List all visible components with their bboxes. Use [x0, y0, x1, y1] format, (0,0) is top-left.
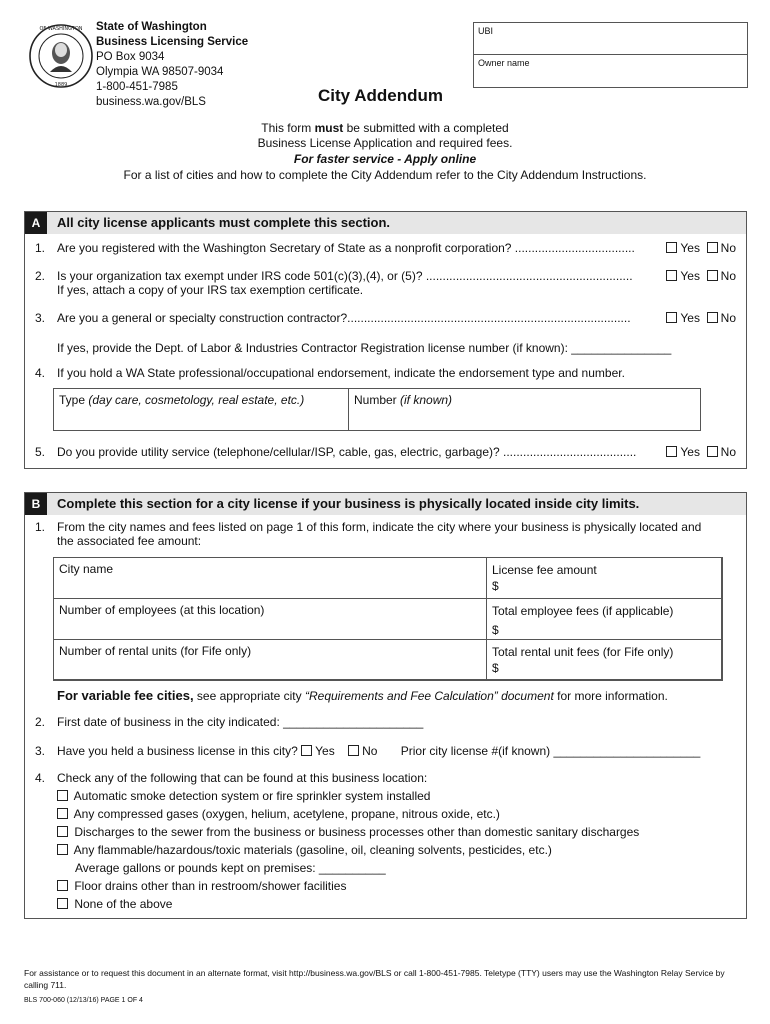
location-item-row	[57, 879, 346, 893]
svg-text:OF WASHINGTON: OF WASHINGTON	[39, 26, 83, 32]
yes-checkbox[interactable]	[301, 745, 312, 756]
ubi-field[interactable]	[474, 23, 747, 54]
item-label: Discharges to the sewer from the business or business processes other than domestic sanitary discharges	[74, 825, 640, 839]
agency-website: business.wa.gov/BLS	[96, 96, 206, 108]
item-checkbox[interactable]	[57, 826, 68, 837]
endorsement-number-field[interactable]	[348, 388, 701, 431]
intro-must: must	[314, 121, 344, 135]
question-text: From the city names and fees listed on page 1 of this form, indicate the city where your business is physically located and	[57, 520, 702, 534]
yes-label: Yes	[680, 241, 700, 255]
city-name-label: City name	[59, 562, 114, 576]
item-checkbox[interactable]	[57, 898, 68, 909]
question-number: 1.	[35, 241, 46, 255]
intro-text-a: This form	[261, 121, 315, 135]
section-a-header	[25, 212, 746, 234]
question-number: 2.	[35, 715, 46, 729]
intro-line-4: For a list of cities and how to complete the City Addendum refer to the City Addendum Instructions.	[123, 168, 647, 182]
assistance-footer: For assistance or to request this document in an alternate format, visit http://business.wa.gov/BLS or call 1-800-451-7985. Teletype (TTY) users may use the Washington Relay Service by calling 711.	[24, 968, 725, 990]
agency-state: State of Washington	[96, 21, 207, 33]
employees-field[interactable]	[53, 598, 487, 640]
dollar-sign: $	[492, 661, 499, 675]
apply-online-text: For faster service - Apply online	[293, 152, 477, 166]
question-text: Do you provide utility service (telephone/cellular/ISP, cable, gas, electric, garbage)? ........................................	[57, 445, 637, 459]
yes-label: Yes	[315, 744, 335, 758]
question-number: 4.	[35, 771, 46, 785]
intro-line-2: Business License Application and required fees.	[257, 136, 513, 150]
agency-city: Olympia WA 98507-9034	[96, 66, 224, 78]
yes-no-group	[666, 241, 736, 255]
city-fee-table	[53, 557, 722, 680]
location-item-row	[57, 843, 552, 857]
location-item-row	[57, 789, 430, 803]
no-checkbox[interactable]	[707, 312, 718, 323]
yes-no-group	[666, 269, 736, 283]
no-checkbox[interactable]	[348, 745, 359, 756]
yes-no-group	[666, 311, 736, 325]
employees-label: Number of employees (at this location)	[59, 603, 265, 617]
endorsement-type-field[interactable]	[53, 388, 349, 431]
svg-text:1889: 1889	[54, 82, 68, 88]
average-gallons-text: Average gallons or pounds kept on premises: __________	[75, 861, 386, 875]
question-number: 2.	[35, 269, 46, 283]
employee-fees-label: Total employee fees (if applicable)	[492, 604, 674, 618]
item-label: Any flammable/hazardous/toxic materials (gasoline, oil, cleaning solvents, pesticides, etc.)	[73, 843, 552, 857]
section-b-letter: B	[25, 493, 47, 515]
agency-address	[96, 20, 248, 110]
agency-pobox: PO Box 9034	[96, 51, 165, 63]
item-label: Automatic smoke detection system or fire sprinkler system installed	[73, 789, 431, 803]
form-id: BLS 700-060 (12/13/16) PAGE 1 OF 4	[24, 997, 143, 1004]
contractor-license-text: If yes, provide the Dept. of Labor & Industries Contractor Registration license number (if known): _______________	[57, 341, 672, 355]
owner-name-label: Owner name	[478, 58, 530, 68]
agency-phone: 1-800-451-7985	[96, 81, 178, 93]
question-text: If you hold a WA State professional/occupational endorsement, indicate the endorsement type and number.	[57, 366, 625, 380]
item-label: Floor drains other than in restroom/shower facilities	[74, 879, 347, 893]
page-title: City Addendum	[318, 86, 443, 105]
employee-fees-field[interactable]	[486, 598, 723, 640]
question-number: 4.	[35, 366, 46, 380]
question-number: 3.	[35, 311, 46, 325]
yes-checkbox[interactable]	[666, 270, 677, 281]
item-checkbox[interactable]	[57, 790, 68, 801]
id-box	[473, 22, 748, 88]
location-item-row	[57, 807, 500, 821]
question-number: 1.	[35, 520, 46, 534]
section-a-title: All city license applicants must complete this section.	[57, 215, 391, 230]
requirements-doc-ref: “Requirements and Fee Calculation” document	[304, 689, 554, 703]
question-b3-line	[57, 744, 700, 758]
variable-fee-end: for more information.	[553, 689, 668, 703]
question-text: Are you registered with the Washington Secretary of State as a nonprofit corporation? ....................................	[57, 241, 635, 255]
rental-fees-field[interactable]	[486, 639, 723, 681]
question-text: Check any of the following that can be found at this business location:	[57, 771, 428, 785]
no-label: No	[720, 445, 736, 459]
item-label: None of the above	[74, 897, 173, 911]
no-label: No	[720, 241, 736, 255]
location-item-row	[57, 897, 172, 911]
question-number: 3.	[35, 744, 46, 758]
prior-license-field[interactable]: Prior city license #(if known) ______________________	[400, 744, 701, 758]
item-checkbox[interactable]	[57, 880, 68, 891]
item-label: Any compressed gases (oxygen, helium, acetylene, propane, nitrous oxide, etc.)	[73, 807, 500, 821]
section-a	[24, 211, 747, 469]
question-number: 5.	[35, 445, 46, 459]
dollar-sign: $	[492, 623, 499, 637]
section-a-letter: A	[25, 212, 47, 234]
question-text-cont: the associated fee amount:	[57, 534, 202, 548]
question-subtext: If yes, attach a copy of your IRS tax exemption certificate.	[57, 283, 364, 297]
no-label: No	[720, 269, 736, 283]
section-b-header	[25, 493, 746, 515]
agency-service: Business Licensing Service	[96, 36, 249, 48]
number-label: Number	[354, 393, 401, 407]
intro-line-1	[0, 121, 770, 135]
item-checkbox[interactable]	[57, 808, 68, 819]
type-hint: (day care, cosmetology, real estate, etc.)	[88, 393, 305, 407]
yes-checkbox[interactable]	[666, 446, 677, 457]
location-item-row	[57, 825, 639, 839]
license-fee-label: License fee amount	[492, 563, 597, 577]
yes-label: Yes	[680, 269, 700, 283]
no-checkbox[interactable]	[707, 446, 718, 457]
section-b	[24, 492, 747, 919]
no-label: No	[720, 311, 736, 325]
dollar-sign: $	[492, 579, 499, 593]
yes-checkbox[interactable]	[666, 312, 677, 323]
yes-no-group	[666, 445, 736, 459]
question-text: First date of business in the city indicated: _____________________	[57, 715, 424, 729]
no-checkbox[interactable]	[707, 242, 718, 253]
yes-label: Yes	[680, 445, 700, 459]
owner-name-field[interactable]	[474, 54, 747, 85]
no-checkbox[interactable]	[707, 270, 718, 281]
yes-checkbox[interactable]	[666, 242, 677, 253]
rental-units-label: Number of rental units (for Fife only)	[59, 644, 252, 658]
question-text: Are you a general or specialty construction contractor?.....................................................................................	[57, 311, 631, 325]
intro-text-c: be submitted with a completed	[343, 121, 509, 135]
section-b-title: Complete this section for a city license if your business is physically located inside city limits.	[57, 496, 640, 511]
yes-label: Yes	[680, 311, 700, 325]
question-text: Is your organization tax exempt under IRS code 501(c)(3),(4), or (5)? ..............................................................	[57, 269, 633, 283]
number-hint: (if known)	[400, 393, 453, 407]
type-label: Type	[59, 393, 89, 407]
question-text: Have you held a business license in this city?	[57, 744, 298, 758]
item-checkbox[interactable]	[57, 844, 68, 855]
endorsement-table	[53, 388, 701, 431]
variable-fee-text	[57, 688, 668, 703]
variable-fee-mid: see appropriate city	[193, 689, 305, 703]
license-fee-field[interactable]	[486, 557, 723, 599]
rental-units-field[interactable]	[53, 639, 487, 681]
state-seal-icon	[28, 20, 94, 92]
city-name-field[interactable]	[53, 557, 487, 599]
variable-fee-bold: For variable fee cities,	[57, 688, 194, 703]
ubi-label: UBI	[478, 26, 494, 36]
rental-fees-label: Total rental unit fees (for Fife only)	[492, 645, 674, 659]
no-label: No	[362, 744, 378, 758]
